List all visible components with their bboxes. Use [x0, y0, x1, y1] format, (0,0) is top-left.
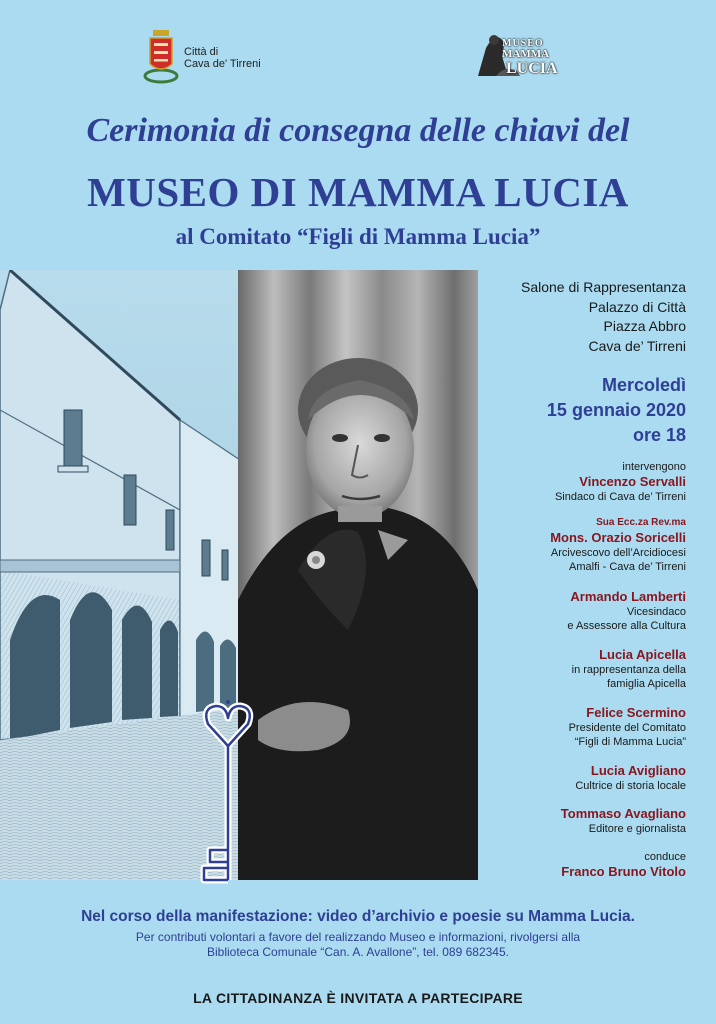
speaker-role: Amalfi - Cava de’ Tirreni	[569, 561, 686, 573]
speaker-name: Lucia Apicella	[599, 647, 686, 662]
footer-info-line: Biblioteca Comunale “Can. A. Avallone”, tel. 089 682345.	[207, 945, 509, 959]
museum-logo	[476, 28, 576, 78]
key-icon	[200, 700, 256, 886]
speaker-name: Vincenzo Servalli	[579, 474, 686, 489]
museum-logo-text-2: MAMMA	[502, 48, 550, 60]
speaker-role: Presidente del Comitato	[568, 722, 686, 734]
city-crest-icon	[142, 26, 180, 84]
museum-logo-text-3: LUCIA	[506, 60, 558, 77]
speaker-role: Vicesindaco	[626, 606, 686, 618]
footer-highlight: Nel corso della manifestazione: video d’archivio e poesie su Mamma Lucia.	[81, 908, 635, 925]
speaker-role: famiglia Apicella	[607, 678, 686, 690]
event-weekday: Mercoledì	[601, 375, 686, 395]
footer-invite: LA CITTADINANZA È INVITATA A PARTECIPARE	[193, 990, 523, 1006]
speaker-name: Lucia Avigliano	[590, 763, 686, 778]
speaker-role: e Assessore alla Cultura	[567, 620, 686, 632]
event-date: 15 gennaio 2020	[546, 400, 686, 420]
speaker-item	[567, 589, 686, 633]
museum-logo-text-1: MUSEO	[502, 38, 544, 49]
moderator-name: Franco Bruno Vitolo	[561, 864, 686, 879]
title-museum-name: MUSEO DI MAMMA LUCIA	[87, 169, 629, 215]
portrait-photo	[238, 270, 478, 880]
speaker-item	[569, 705, 686, 749]
speaker-role: Arcivescovo dell’Arcidiocesi	[550, 547, 686, 559]
speaker-item	[575, 763, 686, 793]
venue-line: Cava de’ Tirreni	[588, 337, 686, 354]
moderator-item	[561, 850, 686, 880]
event-date-block	[547, 373, 686, 448]
venue-line: Salone di Rappresentanza	[520, 279, 686, 295]
speaker-role: “Figli di Mamma Lucia”	[574, 736, 686, 748]
speaker-role: Cultrice di storia locale	[575, 780, 686, 792]
speaker-name: Mons. Orazio Soricelli	[550, 530, 686, 545]
event-time: ore 18	[632, 425, 686, 445]
footer-info	[0, 930, 716, 960]
speaker-name: Armando Lamberti	[570, 589, 686, 604]
speaker-item	[550, 516, 686, 574]
speaker-role: Sindaco di Cava de’ Tirreni	[554, 491, 686, 503]
city-name-line2: Cava de' Tirreni	[184, 58, 261, 70]
speaker-name: Felice Scermino	[586, 705, 686, 720]
speaker-item	[555, 460, 686, 504]
venue-line: Piazza Abbro	[603, 318, 686, 334]
speaker-name: Tommaso Avagliano	[560, 806, 686, 821]
footer-info-line: Per contributi volontari a favore del realizzando Museo e informazioni, rivolgersi alla	[135, 930, 581, 944]
venue-line: Palazzo di Città	[588, 298, 686, 315]
title-line-1: Cerimonia di consegna delle chiavi del	[86, 112, 630, 149]
speaker-item	[561, 806, 686, 836]
speaker-item	[572, 647, 686, 691]
speaker-honorific: Sua Ecc.za Rev.ma	[596, 517, 686, 528]
title-line-3: al Comitato “Figli di Mamma Lucia”	[175, 224, 541, 249]
speaker-role: Editore e giornalista	[588, 823, 686, 835]
city-logo	[142, 26, 282, 86]
city-name-line1: Città di	[184, 46, 219, 58]
venue-block	[521, 278, 686, 356]
speakers-intro-label: intervengono	[622, 461, 686, 473]
city-name	[184, 46, 261, 70]
speaker-role: in rappresentanza della	[571, 664, 686, 676]
moderator-label: conduce	[644, 851, 686, 863]
